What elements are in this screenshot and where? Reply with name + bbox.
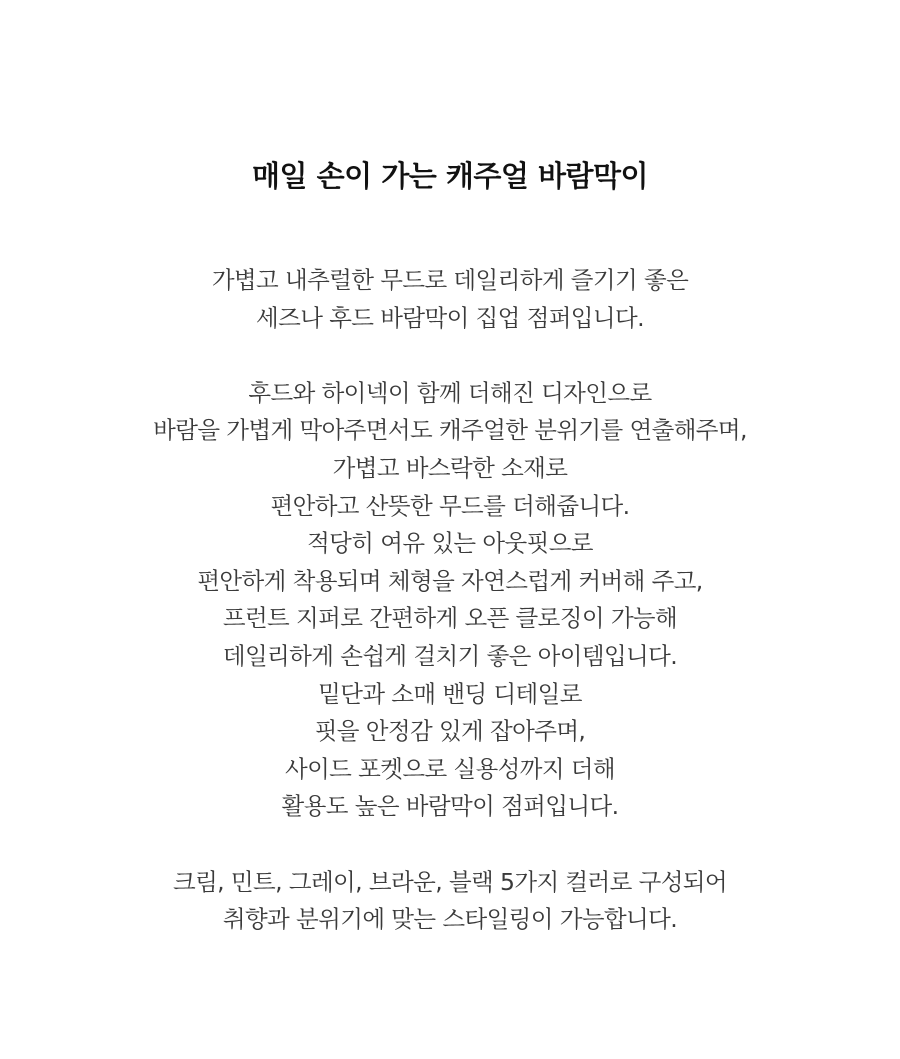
description-line: 활용도 높은 바람막이 점퍼입니다. [281, 792, 619, 821]
description-line: 세즈나 후드 바람막이 집업 점퍼입니다. [256, 303, 644, 332]
description-line: 가볍고 내추럴한 무드로 데일리하게 즐기기 좋은 [211, 266, 689, 294]
description-line: 적당히 여유 있는 아웃핏으로 [307, 529, 593, 558]
description-line: 취향과 분위기에 맞는 스타일링이 가능합니다. [222, 905, 678, 934]
headline: 매일 손이 가는 캐주얼 바람막이 [251, 159, 649, 193]
description-line: 사이드 포켓으로 실용성까지 더해 [284, 754, 616, 783]
description-line: 크림, 민트, 그레이, 브라운, 블랙 5가지 컬러로 구성되어 [172, 867, 728, 896]
description-line: 가볍고 바스락한 소재로 [332, 453, 568, 482]
description-line: 편안하게 착용되며 체형을 자연스럽게 커버해 주고, [197, 566, 703, 595]
description-line: 밑단과 소매 밴딩 디테일로 [318, 679, 582, 708]
description-line: 바람을 가볍게 막아주면서도 캐주얼한 분위기를 연출해주며, [153, 416, 747, 445]
description-line: 프런트 지퍼로 간편하게 오픈 클로징이 가능해 [222, 604, 678, 633]
description-line: 핏을 안정감 있게 잡아주며, [314, 717, 586, 746]
paragraph-spacer [0, 826, 900, 864]
paragraph-spacer [0, 337, 900, 375]
description-line: 편안하고 산뜻한 무드를 더해줍니다. [270, 491, 630, 520]
description-line: 데일리하게 손쉽게 걸치기 좋은 아이템입니다. [222, 641, 678, 670]
description-body [0, 262, 900, 939]
description-line: 후드와 하이넥이 함께 더해진 디자인으로 [248, 378, 652, 407]
